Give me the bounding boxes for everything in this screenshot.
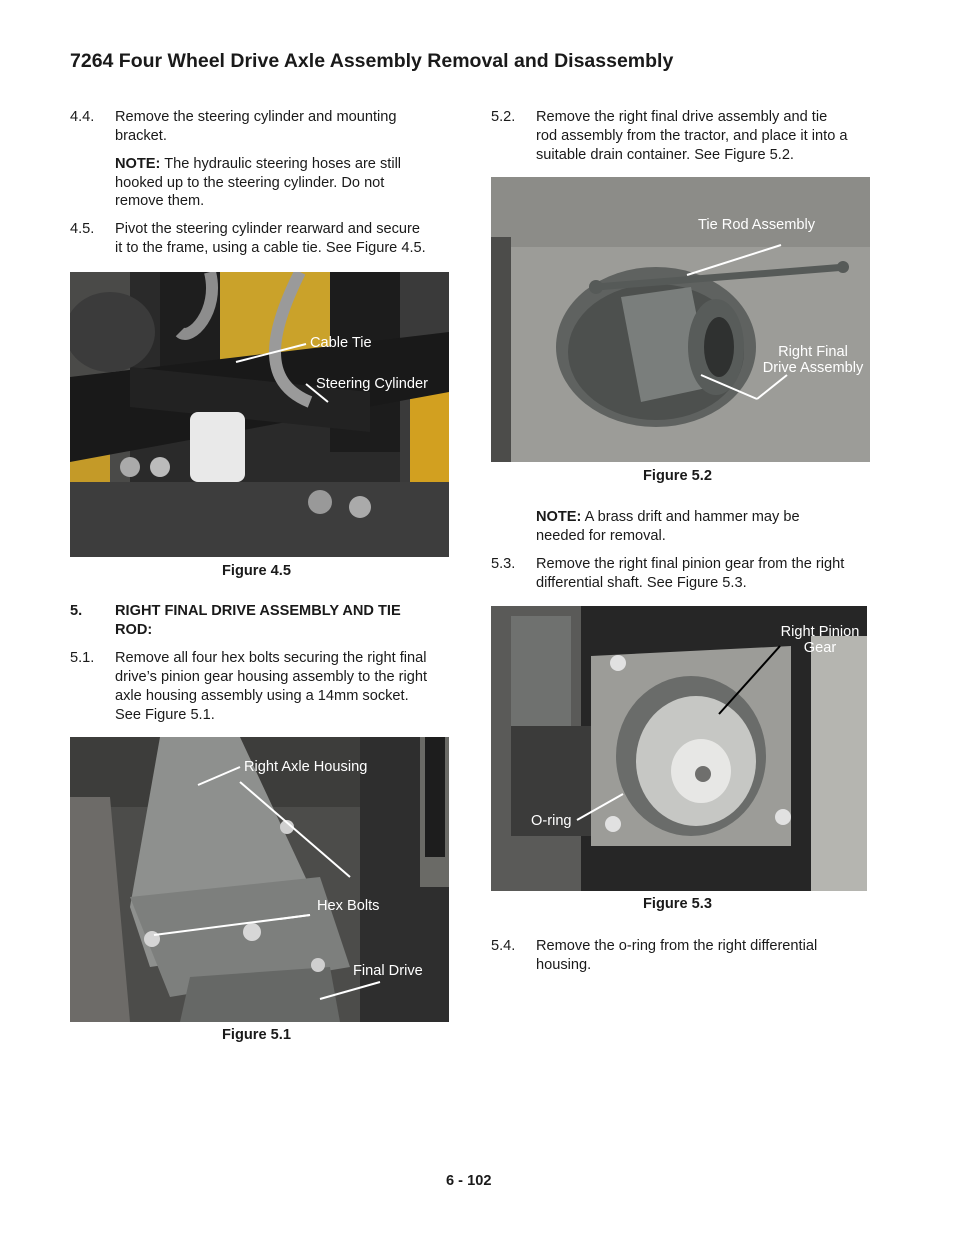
step-text-line: Remove the right final drive assembly and tie bbox=[536, 109, 828, 125]
step-number: 5.4. bbox=[491, 938, 516, 954]
note-text-line: A brass drift and hammer may be bbox=[581, 509, 800, 525]
step-4-5 bbox=[70, 220, 460, 260]
page-number: 6 - 102 bbox=[446, 1173, 492, 1189]
section-5-heading bbox=[70, 602, 460, 642]
step-text-line: bracket. bbox=[115, 128, 167, 144]
step-text-line: Pivot the steering cylinder rearward and secure bbox=[115, 221, 421, 237]
label-line: Right Pinion bbox=[780, 624, 860, 640]
step-number: 4.4. bbox=[70, 109, 95, 125]
step-text-line: housing. bbox=[536, 957, 592, 973]
step-4-4 bbox=[70, 108, 460, 148]
step-text-line: See Figure 5.1. bbox=[115, 707, 215, 723]
figure-5-1-photo bbox=[70, 737, 449, 1022]
step-number: 5.1. bbox=[70, 650, 95, 666]
label-right-axle-housing: Right Axle Housing bbox=[244, 759, 368, 775]
figure-4-5-photo bbox=[70, 272, 449, 557]
label-cable-tie: Cable Tie bbox=[310, 335, 372, 351]
step-text-line: Remove the o-ring from the right differential bbox=[536, 938, 818, 954]
label-line: Right Final bbox=[778, 344, 848, 360]
page-title: 7264 Four Wheel Drive Axle Assembly Removal and Disassembly bbox=[70, 50, 674, 72]
note-text-line: remove them. bbox=[115, 193, 205, 209]
note-brass-drift bbox=[536, 508, 876, 545]
label-line: Drive Assembly bbox=[762, 360, 864, 376]
step-5-4 bbox=[491, 937, 881, 977]
step-text-line: suitable drain container. See Figure 5.2. bbox=[536, 147, 794, 163]
step-number: 5.3. bbox=[491, 556, 516, 572]
step-5-1 bbox=[70, 649, 460, 729]
note-text-line: needed for removal. bbox=[536, 527, 666, 544]
label-final-drive: Final Drive bbox=[353, 963, 423, 979]
step-text-line: drive’s pinion gear housing assembly to the right bbox=[115, 669, 428, 685]
step-text-line: it to the frame, using a cable tie. See Figure 4.5. bbox=[115, 240, 426, 256]
step-text-line: axle housing assembly using a 14mm socket. bbox=[115, 688, 409, 704]
step-number: 5.2. bbox=[491, 109, 516, 125]
section-heading-line: RIGHT FINAL DRIVE ASSEMBLY AND TIE bbox=[115, 603, 401, 619]
figure-caption: Figure 4.5 bbox=[222, 563, 291, 579]
figure-caption: Figure 5.3 bbox=[643, 896, 712, 912]
label-right-final-drive-assembly bbox=[755, 344, 870, 376]
label-steering-cylinder: Steering Cylinder bbox=[316, 376, 428, 392]
step-text-line: Remove the steering cylinder and mounting bbox=[115, 109, 397, 125]
step-text-line: Remove all four hex bolts securing the right final bbox=[115, 650, 427, 666]
step-text-line: Remove the right final pinion gear from the right bbox=[536, 556, 845, 572]
label-tie-rod-assembly: Tie Rod Assembly bbox=[698, 217, 816, 233]
step-5-3 bbox=[491, 555, 881, 595]
note-steering-hoses bbox=[115, 155, 455, 211]
note-label: NOTE: bbox=[115, 156, 161, 172]
step-text-line: differential shaft. See Figure 5.3. bbox=[536, 575, 747, 591]
section-heading-line: ROD: bbox=[115, 622, 153, 638]
figure-caption: Figure 5.1 bbox=[222, 1027, 291, 1043]
step-number: 4.5. bbox=[70, 221, 95, 237]
note-text-line: hooked up to the steering cylinder. Do not bbox=[115, 174, 385, 191]
step-5-2 bbox=[491, 108, 881, 168]
label-right-pinion-gear bbox=[774, 624, 866, 656]
note-text-line: The hydraulic steering hoses are still bbox=[160, 156, 402, 172]
figure-caption: Figure 5.2 bbox=[643, 468, 712, 484]
step-text-line: rod assembly from the tractor, and place it into a bbox=[536, 128, 848, 144]
section-number: 5. bbox=[70, 603, 83, 619]
note-label: NOTE: bbox=[536, 509, 582, 525]
label-o-ring: O-ring bbox=[531, 813, 572, 829]
label-line: Gear bbox=[803, 640, 837, 656]
figure-5-2-photo bbox=[491, 177, 870, 462]
figure-5-3-photo bbox=[491, 606, 867, 891]
label-hex-bolts: Hex Bolts bbox=[317, 898, 380, 914]
